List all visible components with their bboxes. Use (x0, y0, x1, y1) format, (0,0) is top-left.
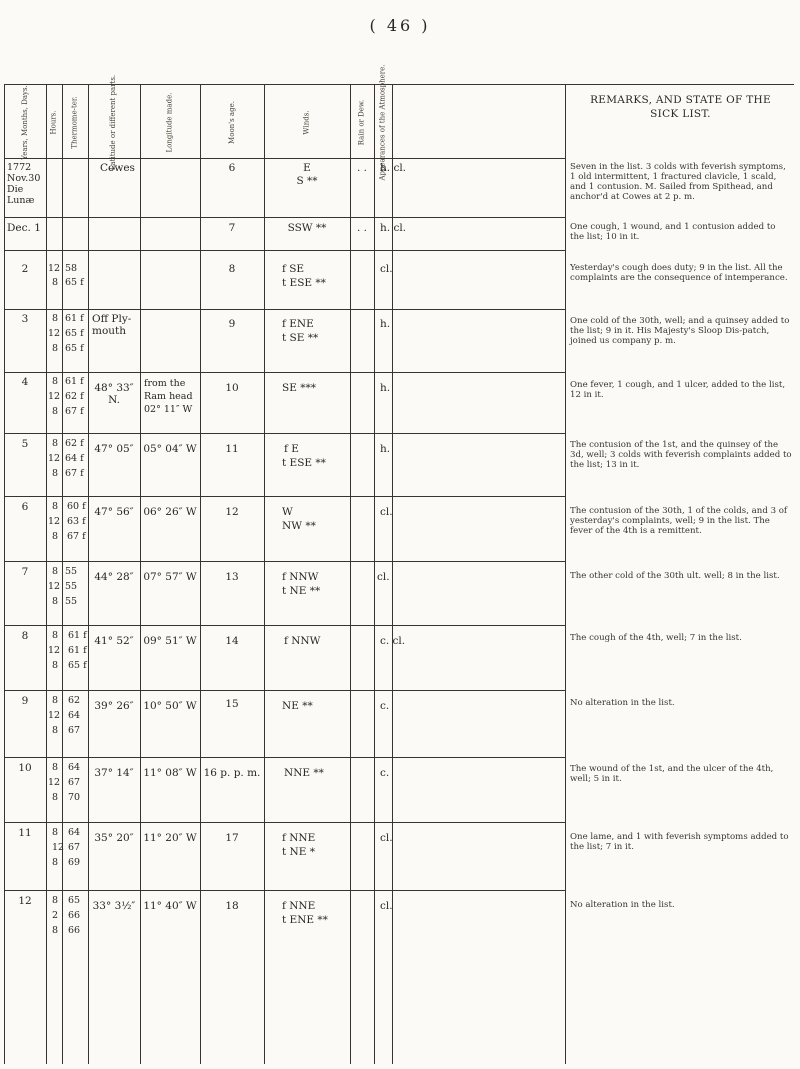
atmosphere-cell: c. cl. (380, 635, 406, 647)
hour-cell: 8 (52, 695, 59, 706)
hour-cell: 12 (48, 391, 61, 402)
header-thermometer: Thermome-ter. (70, 95, 79, 149)
wind-cell: t ESE ** (282, 277, 326, 289)
hour-cell: 8 (52, 313, 59, 324)
atmosphere-cell: c. (380, 767, 390, 779)
latitude-cell: 33° 3½″ (92, 900, 136, 912)
therm-cell: 60 f (67, 501, 86, 512)
date-cell: 12 (18, 895, 32, 907)
atmosphere-cell: cl. (380, 832, 393, 844)
therm-cell: 64 f (65, 453, 84, 464)
hour-cell: 12 (48, 328, 61, 339)
hour-cell: 12 (48, 645, 61, 656)
hour-cell: 8 (52, 376, 59, 387)
atmosphere-cell: cl. (380, 263, 393, 275)
wind-cell: f NNE (282, 900, 316, 912)
therm-cell: 69 (68, 857, 81, 868)
date-cell: 10 (18, 762, 32, 774)
moon-age-cell: 10 (225, 382, 239, 394)
date-cell: 4 (21, 376, 29, 388)
wind-cell: SSW ** (287, 222, 327, 234)
remarks-cell: One fever, 1 cough, and 1 ulcer, added to the list, 12 in it. (570, 380, 786, 400)
therm-cell: 62 (68, 695, 81, 706)
therm-cell: 55 (65, 566, 78, 577)
hour-cell: 8 (52, 566, 59, 577)
moon-age-cell: 14 (225, 635, 239, 647)
wind-cell: NW ** (282, 520, 316, 532)
hour-cell: 8 (52, 531, 59, 542)
atmosphere-cell: h. cl. (380, 222, 407, 234)
latitude-cell: 35° 20″ (94, 832, 134, 844)
date-cell: 8 (21, 630, 29, 642)
date-cell: 2 (21, 263, 29, 275)
hour-cell: 12 (52, 842, 65, 853)
therm-cell: 61 f (68, 645, 87, 656)
therm-cell: 67 f (67, 531, 86, 542)
therm-cell: 70 (68, 792, 81, 803)
therm-cell: 55 (65, 596, 78, 607)
header-moon-age: Moon's age. (227, 100, 236, 144)
latitude-cell: 37° 14″ (94, 767, 134, 779)
hour-cell: 8 (52, 792, 59, 803)
longitude-cell: 11° 08″ W (143, 767, 197, 779)
longitude-cell: from the Ram head 02° 11″ W (144, 378, 193, 415)
atmosphere-cell: h. (380, 382, 391, 394)
hour-cell: 8 (52, 343, 59, 354)
latitude-cell: 44° 28″ (94, 571, 134, 583)
therm-cell: 61 f (65, 313, 84, 324)
hour-cell: 8 (52, 857, 59, 868)
hour-cell: 12 (48, 777, 61, 788)
date-cell: Dec. 1 (7, 222, 41, 234)
therm-cell: 62 f (65, 391, 84, 402)
header-latitude: Latitude or different parts. (109, 74, 118, 170)
therm-cell: 65 f (65, 328, 84, 339)
therm-cell: 61 f (68, 630, 87, 641)
hour-cell: 8 (52, 596, 59, 607)
hour-cell: 8 (52, 438, 59, 449)
moon-age-cell: 16 p. p. m. (203, 767, 261, 779)
atmosphere-cell: cl. (380, 506, 393, 518)
moon-age-cell: 18 (225, 900, 239, 912)
header-atmosphere: Appearances of the Atmosphere. (378, 64, 387, 180)
therm-cell: 65 f (65, 343, 84, 354)
therm-cell: 64 (68, 762, 81, 773)
hour-cell: 8 (52, 925, 59, 936)
moon-age-cell: 15 (225, 698, 239, 710)
hour-cell: 8 (52, 468, 59, 479)
remarks-cell: The contusion of the 1st, and the quinsey of the 3d, well; 3 colds with feverish complaints added to the list; 13 in it. (570, 440, 792, 470)
header-hours: Hours. (49, 110, 58, 134)
longitude-cell: 09° 51″ W (143, 635, 197, 647)
rain-cell: . . (356, 162, 367, 174)
remarks-cell: One cough, 1 wound, and 1 contusion added to the list; 10 in it. (570, 222, 776, 242)
date-cell: 6 (21, 501, 29, 513)
hour-cell: 2 (52, 910, 59, 921)
wind-cell: SE *** (282, 382, 316, 394)
therm-cell: 62 f (65, 438, 84, 449)
page-number: ( 46 ) (369, 16, 431, 35)
wind-cell: f NNE (282, 832, 316, 844)
therm-cell: 65 (68, 895, 81, 906)
longitude-cell: 11° 20″ W (143, 832, 197, 844)
hour-cell: 8 (52, 762, 59, 773)
remarks-cell: The contusion of the 30th, 1 of the colds, and 3 of yesterday's complaints, well; 9 in the list. The fever of the 4th is a remittent. (570, 506, 788, 536)
moon-age-cell: 12 (225, 506, 239, 518)
atmosphere-cell: cl. (377, 571, 390, 583)
therm-cell: 65 f (68, 660, 87, 671)
moon-age-cell: 13 (225, 571, 239, 583)
atmosphere-cell: h. (380, 318, 391, 330)
wind-cell: t NE ** (282, 585, 321, 597)
therm-cell: 55 (65, 581, 78, 592)
longitude-cell: 10° 50″ W (143, 700, 197, 712)
therm-cell: 65 f (65, 277, 84, 288)
hour-cell: 8 (52, 501, 59, 512)
wind-cell: S ** (296, 175, 318, 187)
moon-age-cell: 8 (228, 263, 236, 275)
therm-cell: 64 (68, 827, 81, 838)
wind-cell: NNE ** (284, 767, 324, 779)
hour-cell: 12 (48, 516, 61, 527)
wind-cell: NE ** (282, 700, 313, 712)
atmosphere-cell: h. (380, 443, 391, 455)
wind-cell: f ENE (282, 318, 314, 330)
longitude-cell: 07° 57″ W (143, 571, 197, 583)
date-cell: 5 (21, 438, 29, 450)
wind-cell: f SE (282, 263, 305, 275)
rain-cell: . . (356, 222, 367, 234)
wind-cell: f E (284, 443, 299, 455)
moon-age-cell: 11 (225, 443, 239, 455)
therm-cell: 63 f (67, 516, 86, 527)
hour-cell: 8 (52, 277, 59, 288)
atmosphere-cell: h. cl. (380, 162, 407, 174)
hour-cell: 8 (52, 895, 59, 906)
remarks-cell: No alteration in the list. (570, 698, 675, 708)
date-cell: 3 (21, 313, 29, 325)
date-cell: 1772 Nov.30 Die Lunæ (7, 162, 41, 206)
therm-cell: 67 (68, 777, 81, 788)
latitude-cell: 47° 05″ (94, 443, 134, 455)
header-winds: Winds. (302, 109, 311, 135)
hour-cell: 12 (48, 263, 61, 274)
wind-cell: t SE ** (282, 332, 319, 344)
latitude-cell: 48° 33″ N. (94, 382, 134, 406)
header-rain: Rain or Dew. (357, 99, 366, 145)
remarks-cell: The other cold of the 30th ult. well; 8 in the list. (570, 571, 780, 581)
therm-cell: 58 (65, 263, 78, 274)
longitude-cell: 06° 26″ W (143, 506, 197, 518)
moon-age-cell: 7 (228, 222, 236, 234)
header-date: Years, Months, Days. (20, 84, 29, 160)
remarks-cell: One cold of the 30th, well; and a quinsey added to the list; 9 in it. His Majesty's Sloop Dis-patch, joined us company p. m. (570, 316, 790, 346)
hour-cell: 12 (48, 581, 61, 592)
hour-cell: 12 (48, 453, 61, 464)
hour-cell: 8 (52, 725, 59, 736)
latitude-cell: 39° 26″ (94, 700, 134, 712)
wind-cell: t NE * (282, 846, 315, 858)
longitude-cell: 11° 40″ W (143, 900, 197, 912)
remarks-cell: The wound of the 1st, and the ulcer of the 4th, well; 5 in it. (570, 764, 774, 784)
remarks-cell: No alteration in the list. (570, 900, 675, 910)
therm-cell: 66 (68, 910, 81, 921)
remarks-cell: Seven in the list. 3 colds with feverish symptoms, 1 old intermittent, 1 fractured clavicle, 1 scald, and 1 contusion. M. Sailed from Spithead, and anchor'd at Cowes at 2 p. m. (570, 162, 786, 202)
atmosphere-cell: c. (380, 700, 390, 712)
remarks-cell: One lame, and 1 with feverish symptoms added to the list; 7 in it. (570, 832, 789, 852)
wind-cell: E (303, 162, 311, 174)
moon-age-cell: 9 (228, 318, 236, 330)
latitude-cell: 47° 56″ (94, 506, 134, 518)
wind-cell: t ENE ** (282, 914, 328, 926)
latitude-cell: Off Ply- mouth (92, 313, 132, 337)
moon-age-cell: 17 (225, 832, 239, 844)
atmosphere-cell: cl. (380, 900, 393, 912)
therm-cell: 61 f (65, 376, 84, 387)
therm-cell: 67 (68, 725, 81, 736)
latitude-cell: Cowes (100, 162, 135, 174)
hour-cell: 8 (52, 630, 59, 641)
hour-cell: 12 (48, 710, 61, 721)
hour-cell: 8 (52, 827, 59, 838)
therm-cell: 67 f (65, 406, 84, 417)
therm-cell: 64 (68, 710, 81, 721)
therm-cell: 67 (68, 842, 81, 853)
hour-cell: 8 (52, 660, 59, 671)
moon-age-cell: 6 (228, 162, 236, 174)
wind-cell: f NNW (282, 571, 319, 583)
date-cell: 11 (18, 827, 32, 839)
longitude-cell: 05° 04″ W (143, 443, 197, 455)
latitude-cell: 41° 52″ (94, 635, 134, 647)
therm-cell: 66 (68, 925, 81, 936)
wind-cell: f NNW (284, 635, 321, 647)
wind-cell: t ESE ** (282, 457, 326, 469)
header-remarks: REMARKS, AND STATE OF THE SICK LIST. (590, 94, 771, 121)
remarks-cell: The cough of the 4th, well; 7 in the list. (570, 633, 742, 643)
therm-cell: 67 f (65, 468, 84, 479)
hour-cell: 8 (52, 406, 59, 417)
date-cell: 9 (21, 695, 29, 707)
header-longitude: Longitude made. (165, 92, 174, 152)
wind-cell: W (282, 506, 293, 518)
date-cell: 7 (21, 566, 29, 578)
remarks-cell: Yesterday's cough does duty; 9 in the list. All the complaints are the consequence of intemperance. (570, 263, 788, 283)
